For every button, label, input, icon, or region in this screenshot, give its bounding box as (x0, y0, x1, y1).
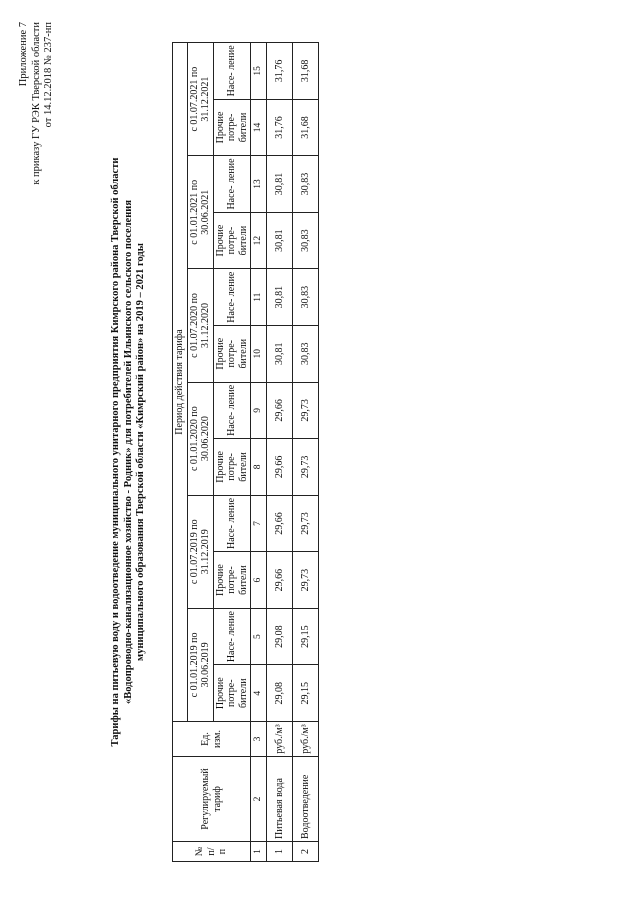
appendix-number: Приложение 7 (18, 22, 29, 87)
tariff-value: 31,76 (267, 43, 293, 100)
tariff-value: 30,81 (267, 325, 293, 382)
tariff-value: 30,83 (293, 156, 319, 213)
tariff-value: 29,73 (293, 439, 319, 496)
col-num: 2 (251, 757, 267, 842)
row-unit: руб./м³ (293, 722, 319, 757)
title-line-3: муниципального образования Тверской области «Кимрский район» на 2019 – 2021 годы (135, 243, 146, 661)
column-number-row (251, 43, 267, 862)
sub-population: Насе- ление (213, 156, 251, 213)
tariff-value: 29,66 (267, 495, 293, 552)
period-3: с 01.01.2020 по 30.06.2020 (187, 382, 213, 495)
sub-population: Насе- ление (213, 43, 251, 100)
title-line-1: Тарифы на питьевую воду и водоотведение муниципального унитарного предприятия Кимрского района Тверской области (110, 157, 121, 747)
tariff-value: 30,83 (293, 269, 319, 326)
col-num: 13 (251, 156, 267, 213)
document-title (110, 0, 148, 904)
tariff-value: 29,66 (267, 439, 293, 496)
col-num: 1 (251, 842, 267, 862)
tariff-value: 29,66 (267, 552, 293, 609)
col-num: 6 (251, 552, 267, 609)
tariff-value: 29,15 (293, 608, 319, 665)
col-num: 12 (251, 212, 267, 269)
tariff-value: 29,08 (267, 608, 293, 665)
col-num: 3 (251, 722, 267, 757)
sub-population: Насе- ление (213, 269, 251, 326)
appendix-order-date: от 14.12.2018 № 237-нп (43, 22, 54, 128)
col-num: 11 (251, 269, 267, 326)
tariff-value: 30,81 (267, 156, 293, 213)
tariff-value: 29,15 (293, 665, 319, 722)
sub-other: Прочие потре- бители (213, 439, 251, 496)
tariff-value: 31,76 (267, 99, 293, 156)
row-number: 2 (293, 842, 319, 862)
sub-other: Прочие потре- бители (213, 212, 251, 269)
sub-population: Насе- ление (213, 382, 251, 439)
appendix-order-ref: к приказу ГУ РЭК Тверской области (30, 22, 42, 185)
tariff-value: 29,73 (293, 382, 319, 439)
col-num: 9 (251, 382, 267, 439)
sub-other: Прочие потре- бители (213, 665, 251, 722)
col-num: 5 (251, 608, 267, 665)
col-num: 10 (251, 325, 267, 382)
tariff-value: 30,81 (267, 269, 293, 326)
sub-other: Прочие потре- бители (213, 325, 251, 382)
appendix-block (18, 22, 56, 185)
period-4: с 01.07.2020 по 31.12.2020 (187, 269, 213, 382)
col-num: 7 (251, 495, 267, 552)
col-num: 14 (251, 99, 267, 156)
tariff-value: 29,73 (293, 495, 319, 552)
table-header-row-1 (173, 43, 188, 862)
sub-other: Прочие потре- бители (213, 99, 251, 156)
period-2: с 01.07.2019 по 31.12.2019 (187, 495, 213, 608)
sub-population: Насе- ление (213, 495, 251, 552)
tariff-value: 30,81 (267, 212, 293, 269)
tariff-value: 29,66 (267, 382, 293, 439)
col-num: 8 (251, 439, 267, 496)
header-tariff: Регулируемый тариф (173, 757, 251, 842)
col-num: 15 (251, 43, 267, 100)
period-5: с 01.01.2021 по 30.06.2021 (187, 156, 213, 269)
sub-other: Прочие потре- бители (213, 552, 251, 609)
header-period: Период действия тарифа (173, 43, 188, 722)
row-unit: руб./м³ (267, 722, 293, 757)
tariff-value: 30,83 (293, 325, 319, 382)
tariff-value: 31,68 (293, 43, 319, 100)
row-name: Питьевая вода (267, 757, 293, 842)
period-1: с 01.01.2019 по 30.06.2019 (187, 608, 213, 721)
table-row-water (267, 43, 293, 862)
period-6: с 01.07.2021 по 31.12.2021 (187, 43, 213, 156)
header-number: № п/ п (173, 842, 251, 862)
table-row-sewerage (293, 43, 319, 862)
row-number: 1 (267, 842, 293, 862)
tariff-value: 30,83 (293, 212, 319, 269)
header-unit: Ед. изм. (173, 722, 251, 757)
title-line-2: «Водопроводно-канализационное хозяйство - Родник» для потребителей Ильинского сельского поселения (122, 200, 134, 705)
row-name: Водоотведение (293, 757, 319, 842)
tariff-value: 29,08 (267, 665, 293, 722)
col-num: 4 (251, 665, 267, 722)
tariff-table (172, 42, 319, 862)
tariff-value: 31,68 (293, 99, 319, 156)
tariff-value: 29,73 (293, 552, 319, 609)
sub-population: Насе- ление (213, 608, 251, 665)
